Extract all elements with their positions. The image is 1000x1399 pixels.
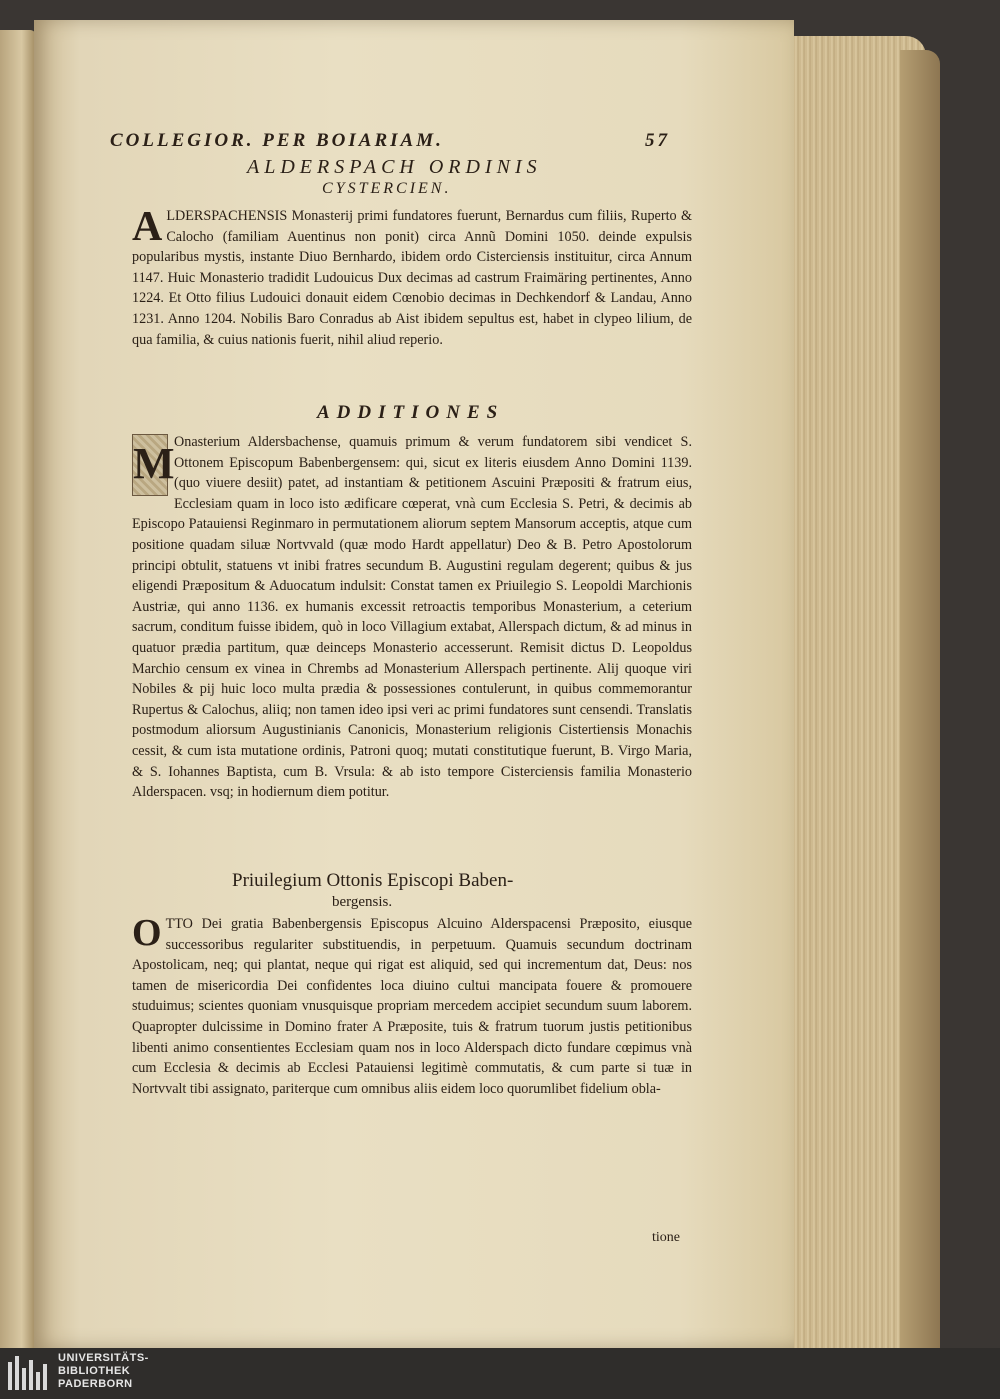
- additiones-heading: ADDITIONES: [317, 402, 505, 423]
- ornamental-drop-cap-m: M: [132, 434, 168, 496]
- library-name-line-1: UNIVERSITÄTS-: [58, 1352, 149, 1364]
- paragraph-2: [132, 432, 692, 803]
- drop-cap-o: O: [132, 912, 162, 954]
- section-heading: ALDERSPACH ORDINIS: [247, 156, 542, 178]
- paragraph-1-text: LDERSPACHENSIS Monasterij primi fundatores fuerunt, Bernardus cum filiis, Ruperto & Calocho (familiam Auentinus non ponit) circa Annũ Domini 1050. deinde expulsis popularibus mystis, instante Diuo Bernhardo, ibidem ordo Cisterciensis instituitur, circa Annum 1147. Huic Monasterio tradidit Ludouicus Dux decimas ad castrum Fraimäring pertinentes, Anno 1224. Et Otto filius Ludouici donauit eidem Cœnobio decimas in Dechkendorf & Landau, Anno 1231. Anno 1204. Nobilis Baro Conradus ab Aist ibidem sepultus est, habet in clypeo lilium, de qua familia, & cuius nationis fuerit, nihil aliud reperio.: [132, 208, 692, 348]
- privilege-subheading: bergensis.: [332, 894, 393, 910]
- book-page: [34, 20, 794, 1348]
- library-logo-icon: [8, 1354, 50, 1394]
- library-name-line-2: BIBLIOTHEK: [58, 1365, 131, 1377]
- left-page-edge: [0, 30, 36, 1348]
- library-name-line-3: PADERBORN: [58, 1378, 133, 1390]
- book-cover-edge: [900, 50, 940, 1348]
- running-head-title: COLLEGIOR. PER BOIARIAM.: [110, 130, 444, 151]
- drop-cap-a: A: [132, 204, 163, 250]
- catchword: tione: [652, 1230, 680, 1245]
- privilege-heading: Priuilegium Ottonis Episcopi Baben-: [232, 870, 514, 891]
- running-head: [110, 130, 670, 152]
- paragraph-3: [132, 914, 692, 1099]
- library-footer: [0, 1348, 1000, 1399]
- paragraph-1: [132, 206, 692, 350]
- paragraph-2-text: Onasterium Aldersbachense, quamuis primum & verum fundatorem sibi vendicet S. Ottonem Episcopum Babenbergensem: qui, sicut ex literis eiusdem Anno Domini 1139. (quo viuere desiit) patet, ad instantiam & petitionem Ascuini Præpositi & fratrum eius, Ecclesiam quam in loco isto ædificare cœperat, vnà cum Ecclesia S. Petri, & decimis ab Episcopo Patauiensi Reginmaro in permutationem aliorum septem Mansorum acceptis, atque cum positione quadam siluæ Nortvvald (quæ modo Hardt appellatur) Deo & B. Petro Apostolorum principi obtulit, statuens vt inibi fratres secundum B. Augustini regulam degerent; quibus & jus eligendi Præpositum & Aduocatum indulsit: Constat tamen ex Priuilegio S. Leopoldi Marchionis Austriæ, qui anno 1136. ex humanis excessit retroactis temporibus Monasterium, a ceterium sacrum, conditum fuisse ibidem, quò in loco Villagium extabat, Allerspach dictum, & ad minus in quatuor prædia partitum, quæ deinceps Monasterio accesserunt. Remisit dictus D. Leopoldus Marchio censum ex vinea in Chrembs ad Monasterium Allerspach pertinente. Alij quoque viri Nobiles & pij huic loco multa prædia & possessiones contulerunt, in quibus commemorantur Rupertus & Calochus, aliiq; non tamen ideo ipsi veri ac primi fundatores sunt censendi. Translatis postmodum aliorsum Augustinianis Canonicis, Monasterium religionis Cistertiensis Monachis cessit, & cum ista mutatione ordinis, Patroni quoq; mutati constitutique fuerunt, B. Virgo Maria, & S. Iohannes Baptista, cum B. Vrsula: & ab isto tempore Cisterciensis familia Monasterio Alderspacen. vsq; in hodiernum diem potitur.: [132, 434, 692, 801]
- page-number: 57: [645, 130, 670, 151]
- section-subheading: CYSTERCIEN.: [322, 180, 452, 197]
- library-name: [58, 1352, 149, 1391]
- paragraph-3-text: TTO Dei gratia Babenbergensis Episcopus Alcuino Alderspacensi Præposito, eiusque successoribus regulariter substituendis, in perpetuum. Quamuis secundum doctrinam Apostolicam, neq; qui plantat, neque qui rigat est aliquid, sed qui incrementum dat, Deus: nos tamen de misericordia Dei confidentes loca diuino cultui mancipata fouere & promouere studuimus; scientes quoniam vnusquisque propriam mercedem accipiet secundum suum laborem. Quapropter dulcissime in Domino frater A Præposite, tuis & fratrum tuorum justis petitionibus libenti animo consentientes Ecclesiam quam nos in loco Alderspach dicto fundare cœpimus vnà cum Ecclesia & decimis ab Ecclesi Patauiensi legitimè commutatis, & cum parte si tuæ in Nortvvalt tibi assignato, pariterque cum omnibus aliis eidem loco quorumlibet fidelium obla-: [132, 916, 692, 1097]
